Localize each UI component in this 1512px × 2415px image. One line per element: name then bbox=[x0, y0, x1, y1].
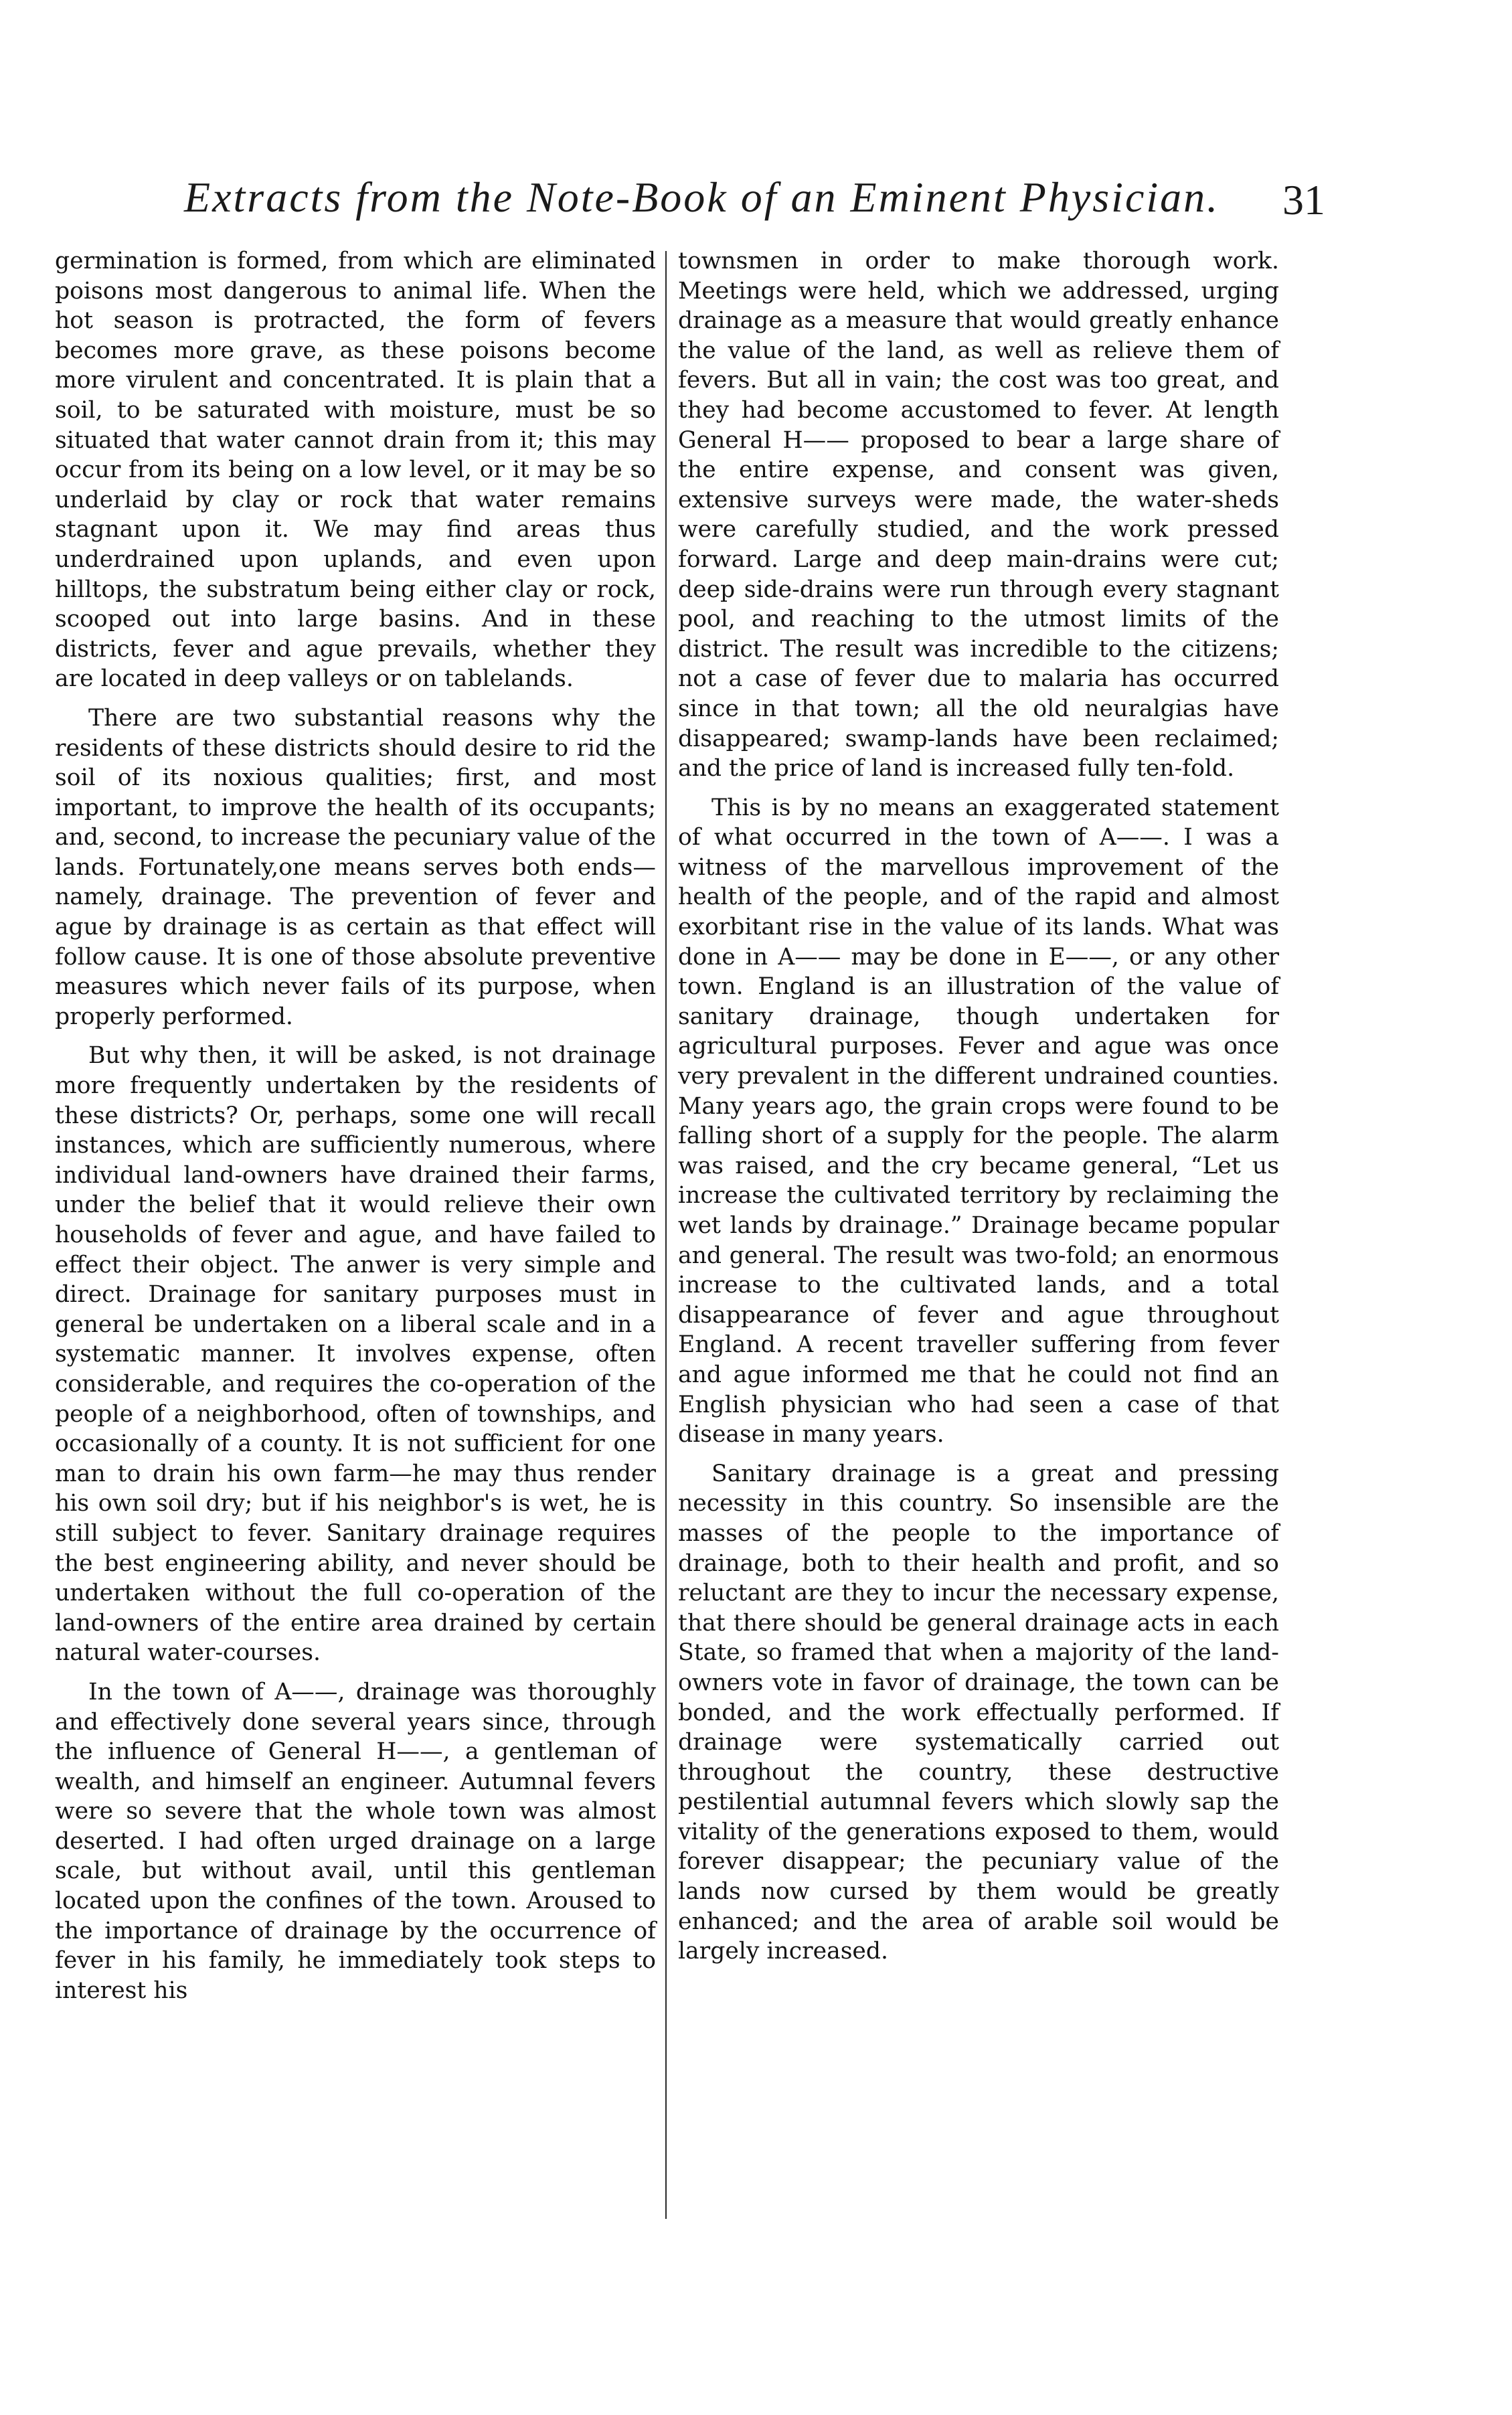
paragraph: There are two substantial reasons why the residents of these districts should desire to rid the soil of its noxious qualities; first, and most important, to improve the health of its occupants; and, second, to increase the pecuniary value of the lands. Fortunately,one means serves both ends—namely, drainage. The prevention of fever and ague by drainage is as certain as that effect will follow cause. It is one of those absolute preventive measures which never fails of its purpose, when properly performed. bbox=[55, 704, 656, 1030]
paragraph: germination is formed, from which are eliminated poisons most dangerous to animal life. When the hot season is protracted, the form of fevers becomes more grave, as these poisons become more virulent and concentrated. It is plain that a soil, to be saturated with moisture, must be so situated that water cannot drain from it; this may occur from its being on a low level, or it may be so underlaid by clay or rock that water remains stagnant upon it. We may find areas thus underdrained upon uplands, and even upon hilltops, the substratum being either clay or rock, scooped out into large basins. And in these districts, fever and ague prevails, whether they are located in deep valleys or on tablelands. bbox=[55, 248, 656, 693]
right-column bbox=[678, 246, 1279, 1976]
page-number: 31 bbox=[1282, 176, 1325, 224]
running-title: Extracts from the Note-Book of an Eminent Physician. bbox=[184, 173, 1220, 221]
paragraph: Sanitary drainage is a great and pressing necessity in this country. So insensible are the masses of the people to the importance of drainage, both to their health and profit, and so reluctant are they to incur the necessary expense, that there should be general drainage acts in each State, so framed that when a majority of the land-owners vote in favor of drainage, the town can be bonded, and the work effectually performed. If drainage were systematically carried out throughout the country, these destructive pestilential autumnal fevers which slowly sap the vitality of the generations exposed to them, would forever disappear; the pecuniary value of the lands now cursed by them would be greatly enhanced; and the area of arable soil would be largely increased. bbox=[678, 1460, 1279, 1965]
left-column bbox=[55, 246, 656, 2015]
paragraph: This is by no means an exaggerated statement of what occurred in the town of A——. I was a witness of the marvellous improvement of the health of the people, and of the rapid and almost exorbitant rise in the value of its lands. What was done in A—— may be done in E——, or any other town. England is an illustration of the value of sanitary drainage, though undertaken for agricultural purposes. Fever and ague was once very prevalent in the different undrained counties. Many years ago, the grain crops were found to be falling short of a supply for the people. The alarm was raised, and the cry became general, “Let us increase the cultivated territory by reclaiming the wet lands by drainage.” Drainage became popular and general. The result was two-fold; an enormous increase to the cultivated lands, and a total disappearance of fever and ague throughout England. A recent traveller suffering from fever and ague informed me that he could not find an English physician who had seen a case of that disease in many years. bbox=[678, 794, 1279, 1448]
running-header bbox=[154, 173, 1325, 233]
paragraph: townsmen in order to make thorough work. Meetings were held, which we addressed, urging drainage as a measure that would greatly enhance the value of the land, as well as relieve them of fevers. But all in vain; the cost was too great, and they had become accustomed to fever. At length General H—— proposed to bear a large share of the entire expense, and consent was given, extensive surveys were made, the water-sheds were carefully studied, and the work pressed forward. Large and deep main-drains were cut; deep side-drains were run through every stagnant pool, and reaching to the utmost limits of the district. The result was incredible to the citizens; not a case of fever due to malaria has occurred since in that town; all the old neuralgias have disappeared; swamp-lands have been reclaimed; and the price of land is increased fully ten-fold. bbox=[678, 248, 1279, 782]
paragraph: In the town of A——, drainage was thoroughly and effectively done several years since, through the influence of General H——, a gentleman of wealth, and himself an engineer. Autumnal fevers were so severe that the whole town was almost deserted. I had often urged drainage on a large scale, but without avail, until this gentleman located upon the confines of the town. Aroused to the importance of drainage by the occurrence of fever in his family, he immediately took steps to interest his bbox=[55, 1678, 656, 2004]
column-divider bbox=[665, 251, 667, 2219]
paragraph: But why then, it will be asked, is not drainage more frequently undertaken by the residents of these districts? Or, perhaps, some one will recall instances, which are sufficiently numerous, where individual land-owners have drained their farms, under the belief that it would relieve their own households of fever and ague, and have failed to effect their object. The anwer is very simple and direct. Drainage for sanitary purposes must in general be undertaken on a liberal scale and in a systematic manner. It involves expense, often considerable, and requires the co-operation of the people of a neighborhood, often of townships, and occasionally of a county. It is not sufficient for one man to drain his own farm—he may thus render his own soil dry; but if his neighbor's is wet, he is still subject to fever. Sanitary drainage requires the best engineering ability, and never should be undertaken without the full co-operation of the land-owners of the entire area drained by certain natural water-courses. bbox=[55, 1042, 656, 1667]
